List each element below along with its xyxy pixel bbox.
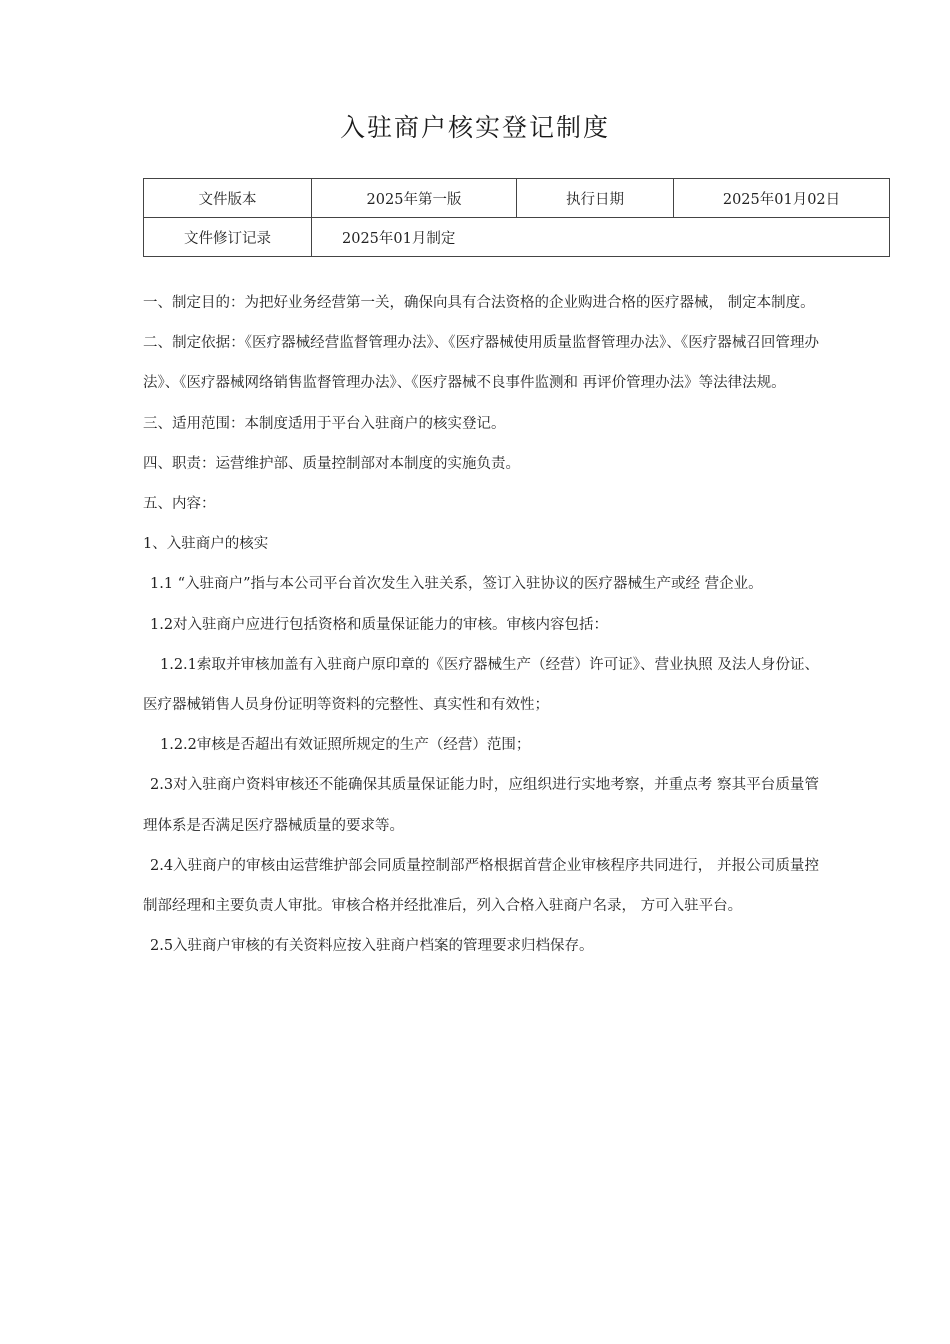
revision-label-cell: 文件修订记录 [144, 218, 312, 257]
paragraph-content-heading: 五、内容： [143, 496, 216, 513]
paragraph-1-2-1: 1.2.1索取并审核加盖有入驻商户原印章的《医疗器械生产（经营）许可证》、营业执照 及法人身份证、医疗器械销售人员身份证明等资料的完整性、真实性和有效性； [143, 656, 819, 714]
paragraph-1-2-2: 1.2.2审核是否超出有效证照所规定的生产（经营）范围； [160, 737, 531, 754]
paragraph-purpose: 一、制定目的：为把好业务经营第一关，确保向具有合法资格的企业购进合格的医疗器械， 制定本制度。 [143, 295, 815, 311]
version-label-cell: 文件版本 [144, 179, 312, 218]
paragraph-2-5: 2.5入驻商户审核的有关资料应按入驻商户档案的管理要求归档保存。 [150, 938, 594, 955]
paragraph-responsibility: 四、职责：运营维护部、质量控制部对本制度的实施负责。 [143, 455, 520, 472]
paragraph-scope: 三、适用范围：本制度适用于平台入驻商户的核实登记。 [143, 415, 506, 432]
effective-date-label-cell: 执行日期 [517, 179, 674, 218]
meta-row-version [144, 179, 890, 218]
paragraph-basis: 二、制定依据：《医疗器械经营监督管理办法》、《医疗器械使用质量监督管理办法》、《医疗器械召回管理办法》、《医疗器械网络销售监督管理办法》、《医疗器械不良事件监测和 再评价管理办法》等法律法规。 [143, 335, 819, 392]
version-value-cell: 2025年第一版 [312, 179, 517, 218]
meta-row-revision [144, 218, 890, 257]
paragraph-2-3: 2.3对入驻商户资料审核还不能确保其质量保证能力时，应组织进行实地考察，并重点考 察其平台质量管理体系是否满足医疗器械质量的要求等。 [143, 777, 819, 834]
document-body [143, 283, 819, 966]
document-meta-table [143, 178, 890, 257]
effective-date-value-cell: 2025年01月02日 [674, 179, 890, 218]
paragraph-section-1: 1、入驻商户的核实 [143, 536, 269, 553]
document-title: 入驻商户核实登记制度 [339, 113, 610, 142]
paragraph-1-2: 1.2对入驻商户应进行包括资格和质量保证能力的审核。审核内容包括： [150, 616, 609, 633]
paragraph-2-4: 2.4入驻商户的审核由运营维护部会同质量控制部严格根据首营企业审核程序共同进行， 并报公司质量控制部经理和主要负责人审批。审核合格并经批准后，列入合格入驻商户名录， 方可入驻平台。 [143, 857, 819, 915]
revision-value-cell: 2025年01月制定 [312, 218, 890, 257]
paragraph-1-1: 1.1 “入驻商户”指与本公司平台首次发生入驻关系，签订入驻协议的医疗器械生产或经 营企业。 [150, 576, 763, 593]
